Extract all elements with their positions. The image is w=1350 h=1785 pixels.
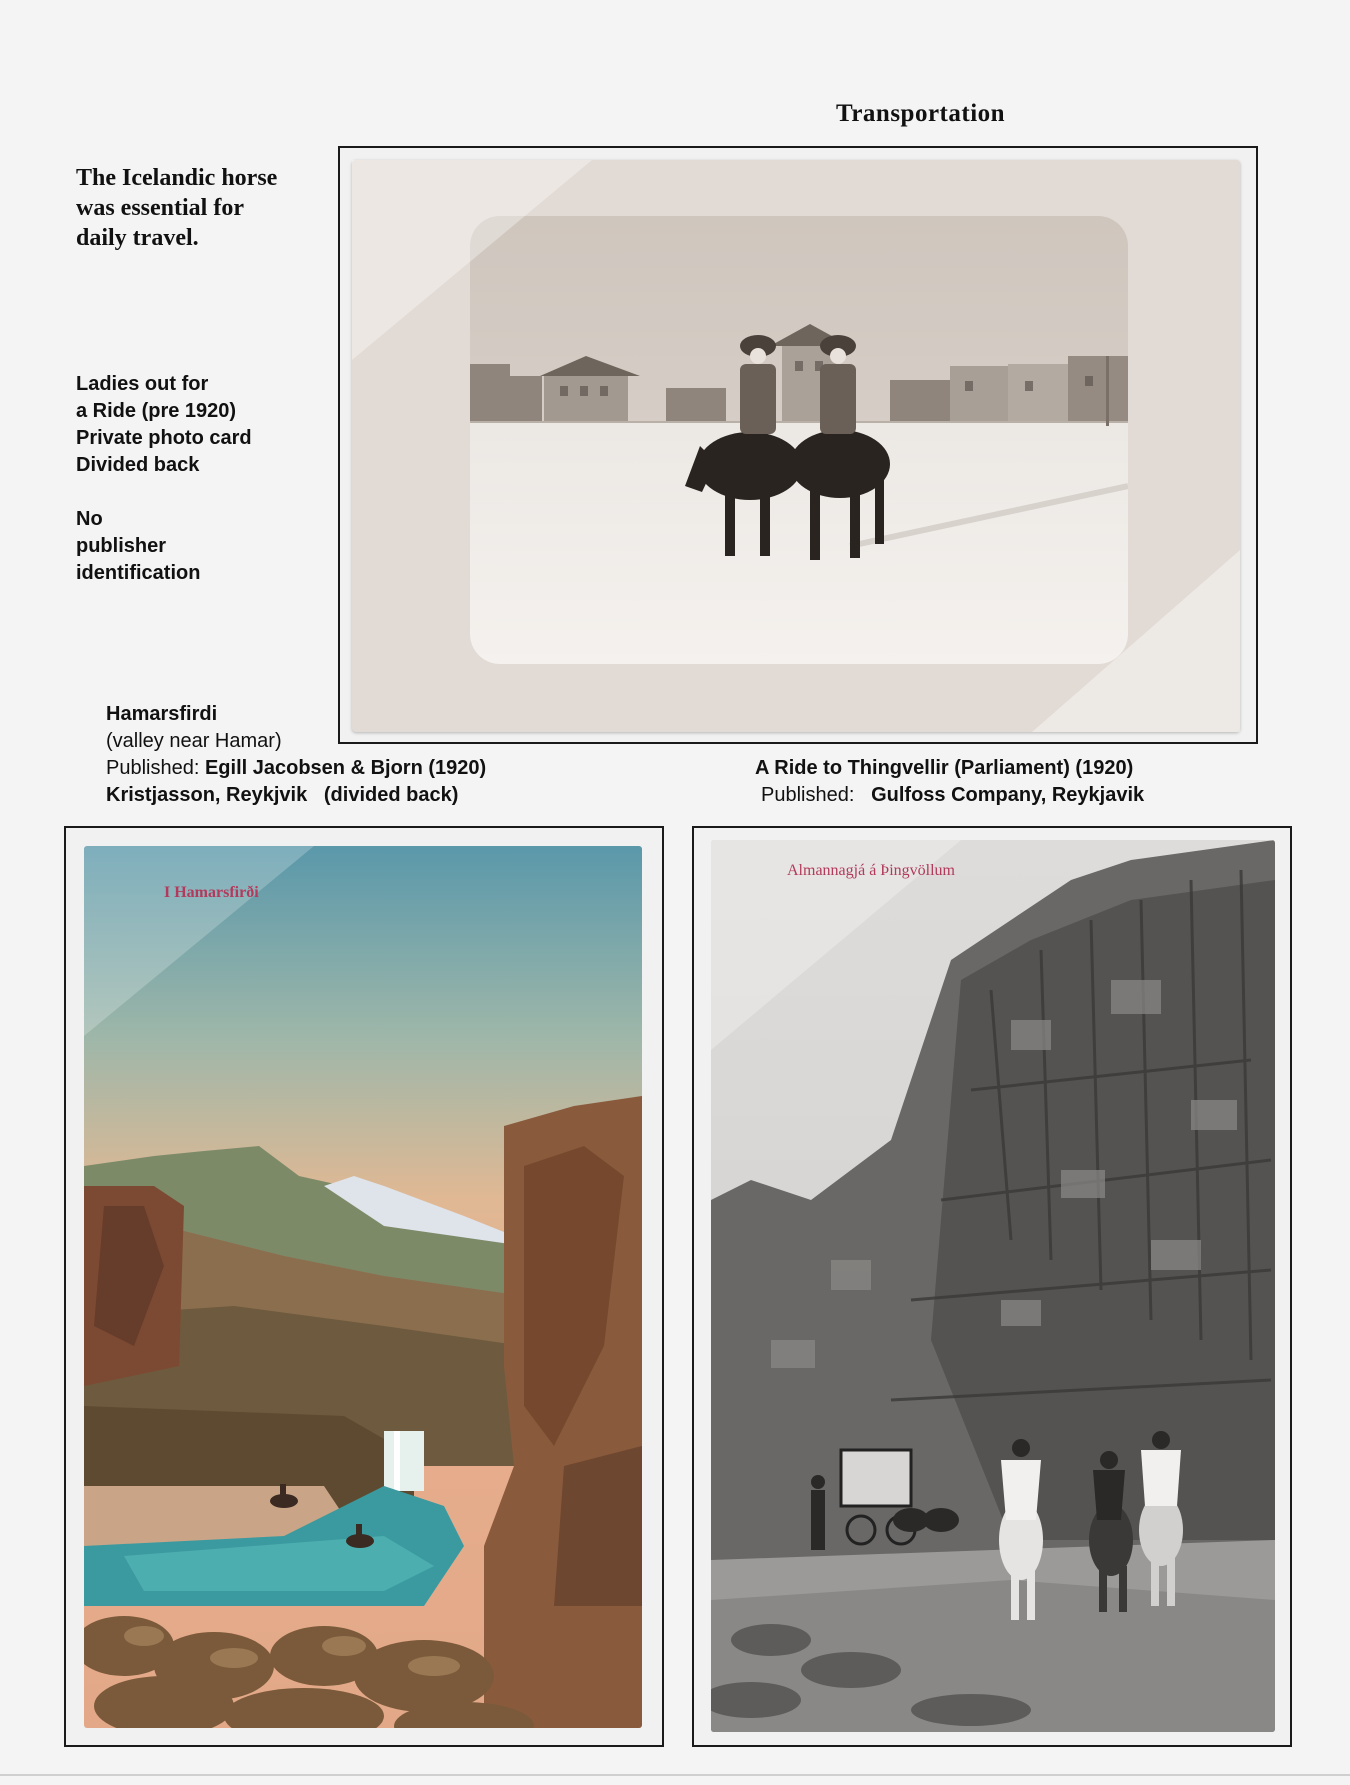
publisher-name: Gulfoss Company, Reykjavik bbox=[871, 784, 1145, 806]
desc-line: Ladies out for bbox=[76, 373, 209, 395]
photo-ladies-on-horses bbox=[470, 216, 1128, 664]
page-title: Transportation bbox=[836, 100, 1006, 127]
back-type: (divided back) bbox=[323, 784, 459, 806]
desc-line: Private photo card bbox=[76, 427, 252, 449]
photo-hamarsfirdi-svg bbox=[84, 846, 642, 1728]
postcard-thingvellir bbox=[711, 840, 1275, 1732]
published-label: Published: bbox=[761, 784, 855, 806]
description-ladies bbox=[76, 371, 252, 587]
desc-subtitle: (valley near Hamar) bbox=[106, 730, 282, 752]
publisher-location: Kristjasson, Reykjvik bbox=[106, 784, 308, 806]
desc-line: a Ride (pre 1920) bbox=[76, 400, 237, 422]
card-caption: I Hamarsfirði bbox=[164, 884, 259, 901]
publish-year: (1920) bbox=[428, 757, 487, 779]
postcard-hamarsfirdi bbox=[84, 846, 642, 1728]
photo-ladies-svg bbox=[470, 216, 1128, 664]
description-thingvellir bbox=[755, 755, 1144, 809]
published-label: Published: bbox=[106, 757, 200, 779]
desc-title: A Ride to Thingvellir (Parliament) bbox=[755, 757, 1070, 779]
desc-title: Hamarsfirdi bbox=[106, 703, 218, 725]
photo-thingvellir-svg bbox=[711, 840, 1275, 1732]
card-caption: Almannagjá á Þingvöllum bbox=[787, 862, 955, 879]
desc-line: identification bbox=[76, 562, 201, 584]
page-bottom-edge bbox=[0, 1774, 1350, 1776]
desc-line: No bbox=[76, 508, 103, 530]
desc-line: Divided back bbox=[76, 454, 200, 476]
publisher-name: Egill Jacobsen & Bjorn bbox=[204, 757, 423, 779]
intro-text: The Icelandic horse was essential for daily travel. bbox=[76, 165, 278, 251]
desc-line: publisher bbox=[76, 535, 167, 557]
publish-year: (1920) bbox=[1075, 757, 1134, 779]
